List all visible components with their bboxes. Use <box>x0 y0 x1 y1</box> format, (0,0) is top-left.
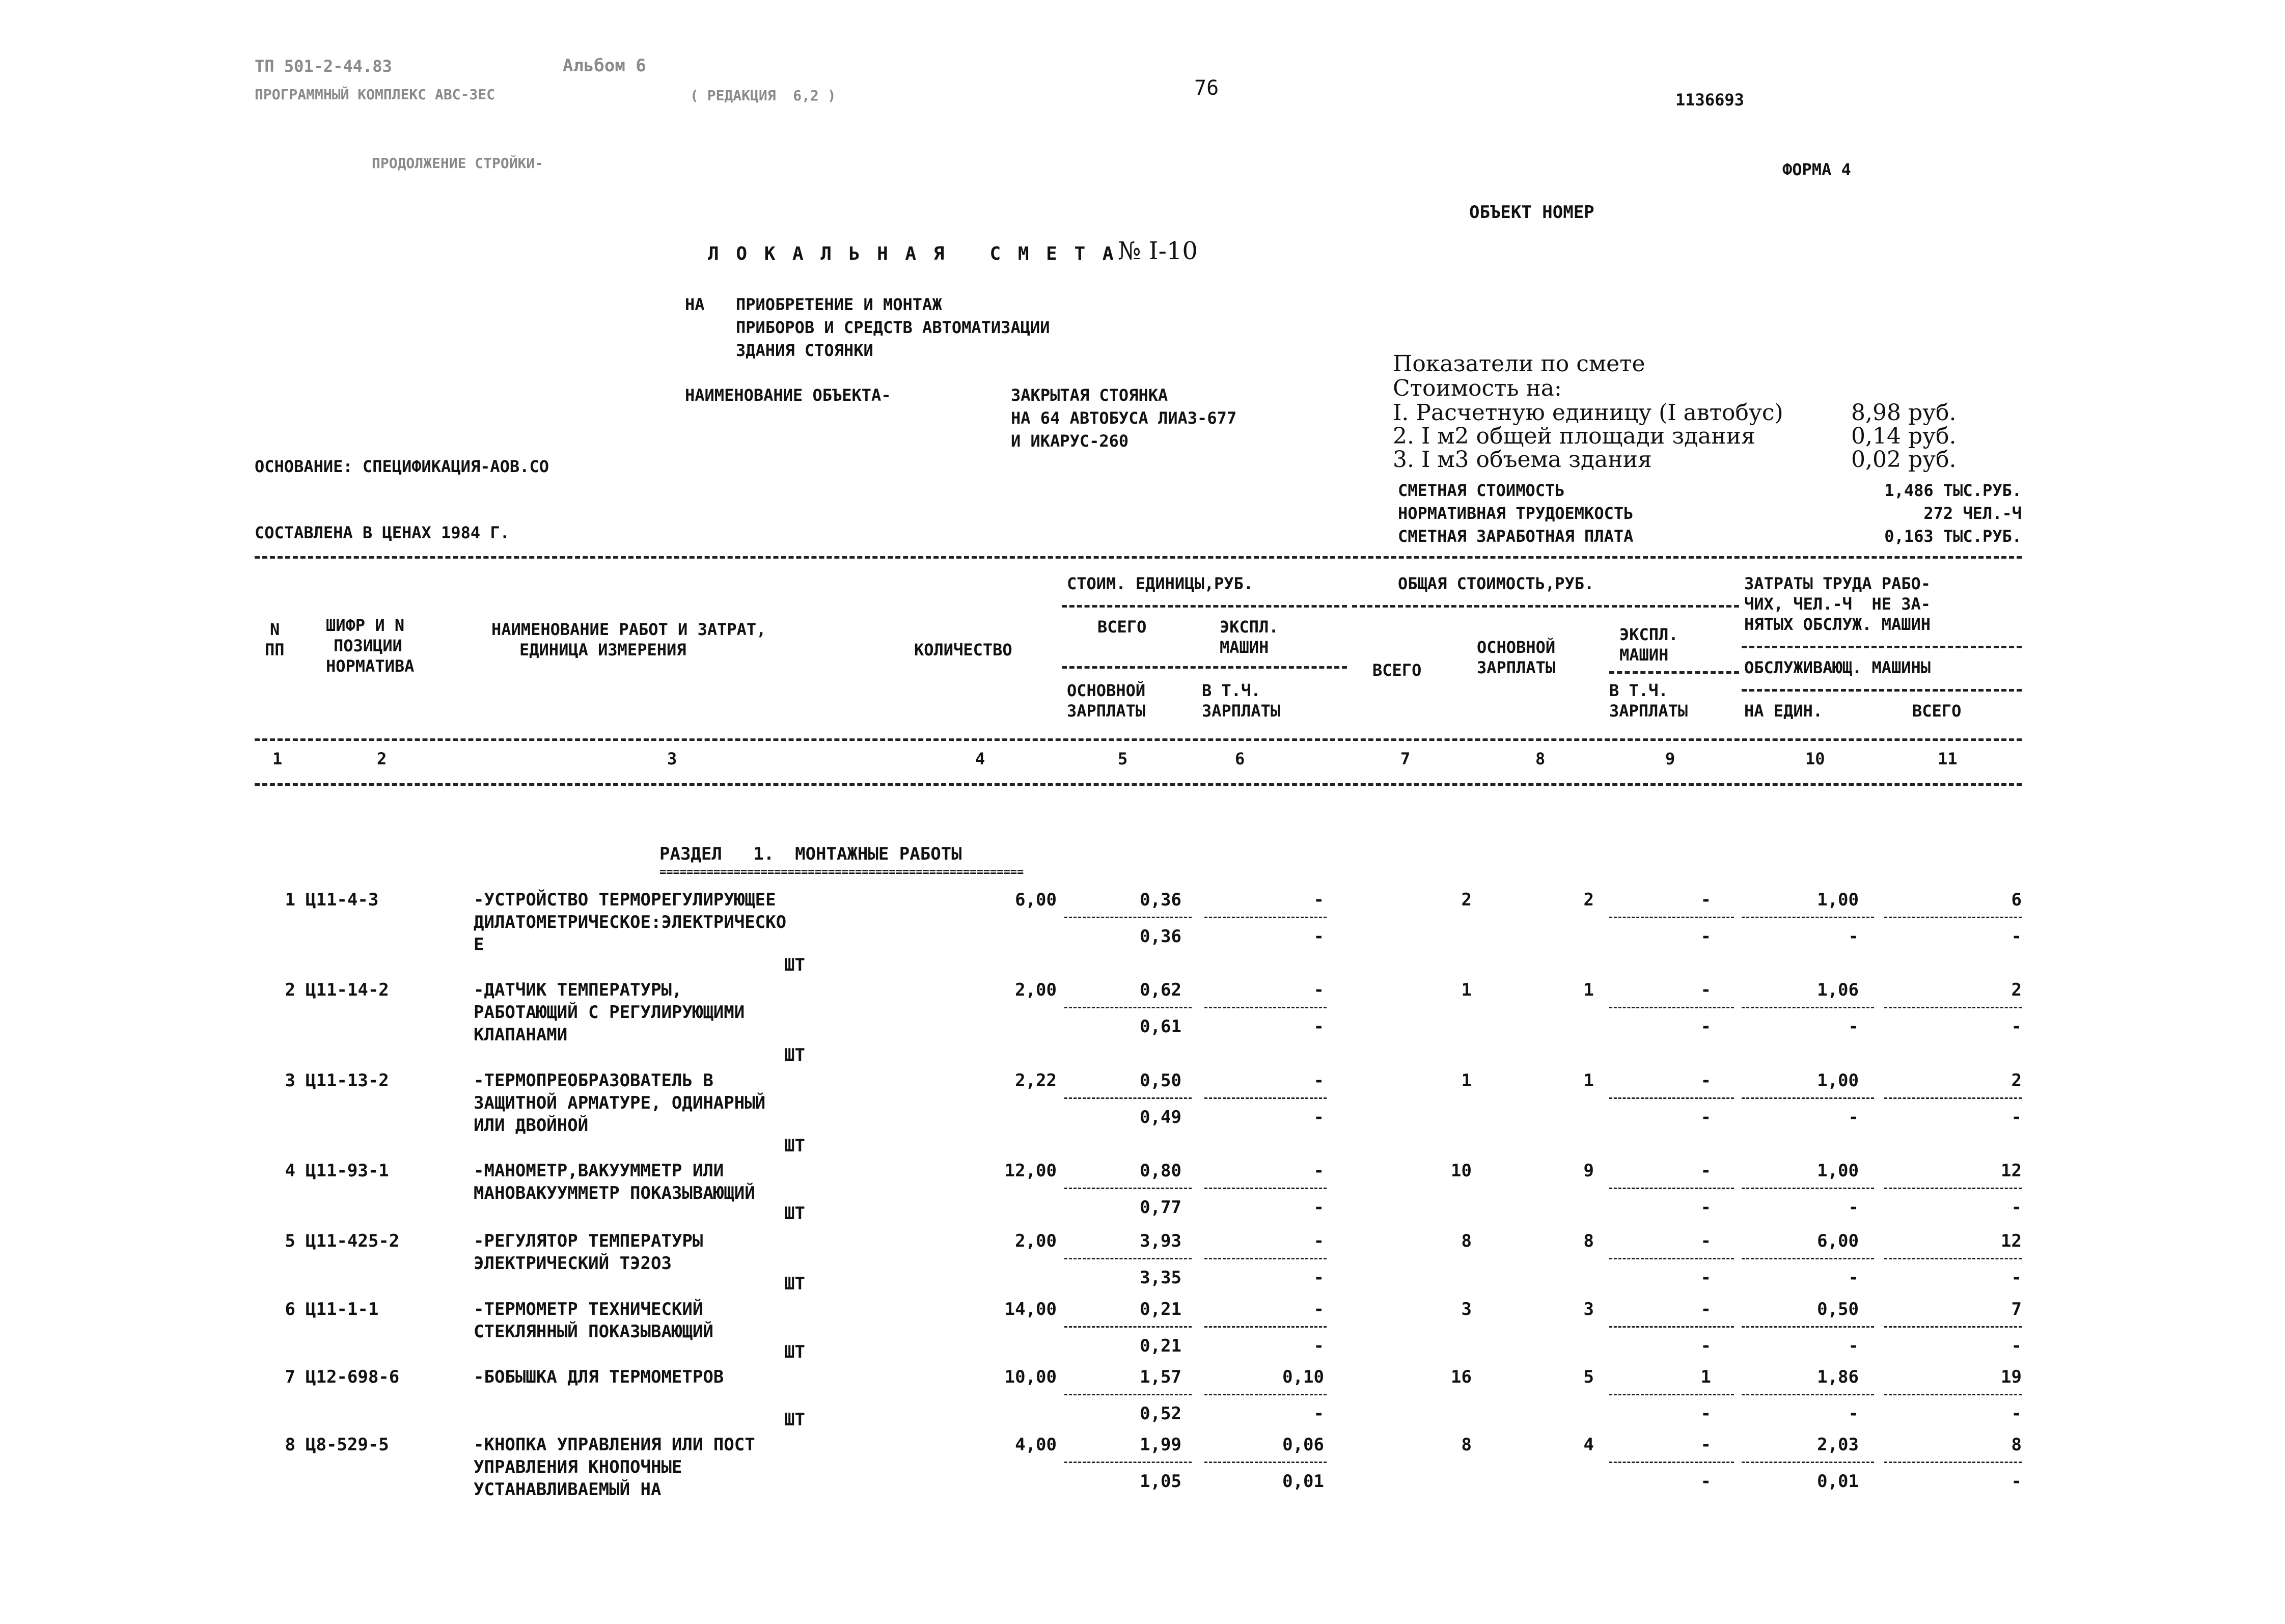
row-total-incl-wage: - <box>1700 1016 1711 1037</box>
row-unit-cost-incl-wage: 0,01 <box>1282 1471 1324 1492</box>
row-unit-cost-total: 0,50 <box>1140 1070 1181 1091</box>
row-total-wage: 3 <box>1583 1299 1594 1319</box>
row-labor-total-machines: - <box>2011 1336 2022 1356</box>
row-unit-cost-total: 0,80 <box>1140 1161 1181 1181</box>
row-code: Ц11-13-2 <box>306 1070 389 1091</box>
total-cost-header: ОБЩАЯ СТОИМОСТЬ,РУБ. <box>1398 574 1594 593</box>
summary-cost-label: СМЕТНАЯ СТОИМОСТЬ <box>1398 481 1565 500</box>
section-title: РАЗДЕЛ 1. МОНТАЖНЫЕ РАБОТЫ <box>659 844 962 864</box>
row-name-line: -УСТРОЙСТВО ТЕРМОРЕГУЛИРУЮЩЕЕ <box>474 890 776 910</box>
row-split-rule <box>1884 1258 2022 1259</box>
row-total-incl-wage: - <box>1700 1197 1711 1218</box>
col-number: 11 <box>1938 749 1958 768</box>
row-total-incl-wage: - <box>1700 1336 1711 1356</box>
uc-exp-header-1: ЭКСПЛ. <box>1220 617 1279 637</box>
row-unit: ШТ <box>784 1045 805 1065</box>
row-unit-cost-total: 0,21 <box>1140 1299 1181 1319</box>
row-labor-total-machines: - <box>2011 1403 2022 1424</box>
labor-total-header: ВСЕГО <box>1912 701 1962 721</box>
doc-code: 1136693 <box>1675 90 1744 109</box>
row-total-exploitation: - <box>1700 1070 1711 1091</box>
row-split-rule <box>1609 1394 1734 1395</box>
row-split-rule <box>1742 1097 1874 1099</box>
row-labor-unit: 2,03 <box>1817 1435 1859 1455</box>
row-code: Ц11-425-2 <box>306 1231 400 1251</box>
row-split-rule <box>1742 1394 1874 1395</box>
row-total-wage: 5 <box>1583 1367 1594 1387</box>
row-name-line: -ТЕРМОМЕТР ТЕХНИЧЕСКИЙ <box>474 1299 703 1319</box>
row-unit-cost-incl-wage: - <box>1313 1403 1324 1424</box>
indicator-row-2-value: 0,14 руб. <box>1851 423 1957 449</box>
row-labor-unit: 6,00 <box>1817 1231 1859 1251</box>
row-code: Ц12-698-6 <box>306 1367 400 1387</box>
row-unit-cost-incl-wage: - <box>1313 1197 1324 1218</box>
row-code: Ц8-529-5 <box>306 1435 389 1455</box>
labor-header-2: ЧИХ, ЧЕЛ.-Ч НЕ ЗА- <box>1744 594 1931 614</box>
row-unit: ШТ <box>784 955 805 975</box>
row-unit-cost-wage: 0,52 <box>1140 1403 1181 1424</box>
row-name-line: МАНОВАКУУММЕТР ПОКАЗЫВАЮЩИЙ <box>474 1183 755 1203</box>
object-label: НАИМЕНОВАНИЕ ОБЪЕКТА- <box>685 386 891 405</box>
row-number: 6 <box>285 1299 295 1319</box>
row-total-exploitation: - <box>1700 980 1711 1000</box>
row-name-line: ИЛИ ДВОЙНОЙ <box>474 1115 589 1136</box>
row-number: 2 <box>285 980 295 1000</box>
row-split-rule <box>1609 1188 1734 1189</box>
row-split-rule <box>1884 917 2022 918</box>
row-labor-unit-machines: - <box>1848 1016 1859 1037</box>
row-unit-cost-exploitation: - <box>1313 1299 1324 1319</box>
row-name-line: Е <box>474 934 484 955</box>
row-name-line: -ТЕРМОПРЕОБРАЗОВАТЕЛЬ В <box>474 1070 713 1091</box>
row-total-exploitation: - <box>1700 1231 1711 1251</box>
row-quantity: 12,00 <box>1004 1161 1057 1181</box>
row-split-rule <box>1064 1007 1192 1008</box>
summary-wage-label: СМЕТНАЯ ЗАРАБОТНАЯ ПЛАТА <box>1398 527 1634 546</box>
row-labor-unit-machines: - <box>1848 1336 1859 1356</box>
row-unit-cost-total: 3,93 <box>1140 1231 1181 1251</box>
row-total-incl-wage: - <box>1700 1107 1711 1127</box>
row-quantity: 6,00 <box>1015 890 1057 910</box>
row-name-line: ЗАЩИТНОЙ АРМАТУРЕ, ОДИНАРНЫЙ <box>474 1093 766 1113</box>
edition-label: ( РЕДАКЦИЯ 6,2 ) <box>690 87 836 104</box>
row-split-rule <box>1609 1462 1734 1463</box>
row-total-cost: 3 <box>1461 1299 1472 1319</box>
row-unit-cost-wage: 0,36 <box>1140 926 1181 947</box>
uc-incl-header-1: В Т.Ч. <box>1202 681 1261 700</box>
summary-wage-value: 0,163 ТЫС.РУБ. <box>1884 527 2022 546</box>
summary-cost-value: 1,486 ТЫС.РУБ. <box>1884 481 2022 500</box>
continuation-label: ПРОДОЛЖЕНИЕ СТРОЙКИ- <box>372 155 544 172</box>
row-split-rule <box>1742 1007 1874 1008</box>
row-labor-total: 12 <box>2001 1161 2022 1181</box>
estimate-title: Л О К А Л Ь Н А Я С М Е Т А <box>708 243 1117 264</box>
tc-wage-header-2: ЗАРПЛАТЫ <box>1477 658 1556 677</box>
row-unit: ШТ <box>784 1410 805 1430</box>
row-split-rule <box>1884 1394 2022 1395</box>
row-labor-unit: 1,86 <box>1817 1367 1859 1387</box>
row-quantity: 10,00 <box>1004 1367 1057 1387</box>
row-unit-cost-incl-wage: - <box>1313 1268 1324 1288</box>
labor-unit-header: НА ЕДИН. <box>1744 701 1823 721</box>
row-unit-cost-exploitation: - <box>1313 1231 1324 1251</box>
row-number: 3 <box>285 1070 295 1091</box>
row-split-rule <box>1742 1188 1874 1189</box>
section-underline: ====================================================== <box>659 866 1024 878</box>
album-label: Альбом 6 <box>563 56 646 76</box>
indicator-row-3-value: 0,02 руб. <box>1851 447 1957 473</box>
tc-incl-header-1: В Т.Ч. <box>1609 681 1668 700</box>
col-number: 5 <box>1118 749 1128 768</box>
work-line-2: ПРИБОРОВ И СРЕДСТВ АВТОМАТИЗАЦИИ <box>736 318 1050 337</box>
row-number: 7 <box>285 1367 295 1387</box>
row-name-line: СТЕКЛЯННЫЙ ПОКАЗЫВАЮЩИЙ <box>474 1322 713 1342</box>
col-number: 2 <box>377 749 387 768</box>
row-labor-total-machines: - <box>2011 1268 2022 1288</box>
unit-cost-header: СТОИМ. ЕДИНИЦЫ,РУБ. <box>1067 574 1254 593</box>
row-split-rule <box>1609 1007 1734 1008</box>
row-total-wage: 8 <box>1583 1231 1594 1251</box>
work-line-3: ЗДАНИЯ СТОЯНКИ <box>736 341 873 360</box>
basis-label: ОСНОВАНИЕ: СПЕЦИФИКАЦИЯ-АОВ.СО <box>255 457 549 476</box>
row-unit-cost-wage: 0,61 <box>1140 1016 1181 1037</box>
col-number: 4 <box>975 749 985 768</box>
row-labor-unit-machines: 0,01 <box>1817 1471 1859 1492</box>
row-labor-unit: 1,00 <box>1817 890 1859 910</box>
row-split-rule <box>1064 1188 1192 1189</box>
unit-cost-rule <box>1062 605 1347 608</box>
row-unit-cost-wage: 3,35 <box>1140 1268 1181 1288</box>
object-line-3: И ИКАРУС-260 <box>1011 431 1129 451</box>
row-unit-cost-incl-wage: - <box>1313 1107 1324 1127</box>
row-total-exploitation: 1 <box>1700 1367 1711 1387</box>
row-unit-cost-wage: 1,05 <box>1140 1471 1181 1492</box>
row-unit-cost-exploitation: 0,06 <box>1282 1435 1324 1455</box>
row-split-rule <box>1204 1462 1327 1463</box>
row-name-line: -РЕГУЛЯТОР ТЕМПЕРАТУРЫ <box>474 1231 703 1251</box>
row-total-cost: 16 <box>1451 1367 1472 1387</box>
row-labor-total: 2 <box>2011 980 2022 1000</box>
col1-header-2: ПП <box>265 640 285 659</box>
unit-cost-rule-2 <box>1062 666 1347 669</box>
row-number: 5 <box>285 1231 295 1251</box>
col-number: 1 <box>272 749 283 768</box>
uc-exp-header-2: МАШИН <box>1220 638 1269 657</box>
row-split-rule <box>1884 1188 2022 1189</box>
estimate-number: № I-10 <box>1118 237 1198 265</box>
uc-wage-header-2: ЗАРПЛАТЫ <box>1067 701 1146 721</box>
summary-labor-value: 272 ЧЕЛ.-Ч <box>1923 504 2022 523</box>
row-unit-cost-exploitation: - <box>1313 890 1324 910</box>
row-name-line: -КНОПКА УПРАВЛЕНИЯ ИЛИ ПОСТ <box>474 1435 755 1455</box>
row-labor-unit-machines: - <box>1848 1268 1859 1288</box>
row-labor-total: 12 <box>2001 1231 2022 1251</box>
row-split-rule <box>1742 1462 1874 1463</box>
row-name-line: -БОБЫШКА ДЛЯ ТЕРМОМЕТРОВ <box>474 1367 724 1387</box>
row-split-rule <box>1742 917 1874 918</box>
row-number: 4 <box>285 1161 295 1181</box>
row-labor-unit: 0,50 <box>1817 1299 1859 1319</box>
row-unit-cost-total: 1,57 <box>1140 1367 1181 1387</box>
row-split-rule <box>1064 1394 1192 1395</box>
col-number: 10 <box>1805 749 1825 768</box>
row-split-rule <box>1204 1188 1327 1189</box>
uc-wage-header-1: ОСНОВНОЙ <box>1067 681 1146 700</box>
col2-header-1: ШИФР И N <box>326 616 405 635</box>
row-split-rule <box>1884 1097 2022 1099</box>
tc-wage-header-1: ОСНОВНОЙ <box>1477 638 1556 657</box>
row-name-line: УПРАВЛЕНИЯ КНОПОЧНЫЕ <box>474 1457 682 1477</box>
row-name-line: ЭЛЕКТРИЧЕСКИЙ ТЭ2ОЗ <box>474 1253 672 1274</box>
row-total-cost: 2 <box>1461 890 1472 910</box>
row-code: Ц11-14-2 <box>306 980 389 1000</box>
row-split-rule <box>1609 1326 1734 1328</box>
row-total-exploitation: - <box>1700 1161 1711 1181</box>
labor-rule-2 <box>1742 689 2022 692</box>
row-unit-cost-wage: 0,77 <box>1140 1197 1181 1218</box>
row-split-rule <box>1742 1258 1874 1259</box>
row-quantity: 2,22 <box>1015 1070 1057 1091</box>
row-unit-cost-wage: 0,21 <box>1140 1336 1181 1356</box>
labor-header-3: НЯТЫХ ОБСЛУЖ. МАШИН <box>1744 615 1931 634</box>
summary-labor-label: НОРМАТИВНАЯ ТРУДОЕМКОСТЬ <box>1398 504 1634 523</box>
row-split-rule <box>1204 1097 1327 1099</box>
row-labor-unit: 1,00 <box>1817 1161 1859 1181</box>
row-total-exploitation: - <box>1700 1435 1711 1455</box>
row-unit-cost-exploitation: 0,10 <box>1282 1367 1324 1387</box>
row-unit-cost-total: 0,62 <box>1140 980 1181 1000</box>
col-number: 7 <box>1400 749 1411 768</box>
row-unit: ШТ <box>784 1274 805 1294</box>
row-code: Ц11-93-1 <box>306 1161 389 1181</box>
row-split-rule <box>1609 1097 1734 1099</box>
uc-incl-header-2: ЗАРПЛАТЫ <box>1202 701 1281 721</box>
row-total-wage: 2 <box>1583 890 1594 910</box>
row-labor-total: 2 <box>2011 1070 2022 1091</box>
compiled-label: СОСТАВЛЕНА В ЦЕНАХ 1984 Г. <box>255 523 510 542</box>
row-name-line: РАБОТАЮЩИЙ С РЕГУЛИРУЮЩИМИ <box>474 1002 745 1023</box>
row-split-rule <box>1064 1326 1192 1328</box>
row-split-rule <box>1204 1007 1327 1008</box>
row-split-rule <box>1609 1258 1734 1259</box>
indicators-title: Показатели по смете <box>1393 351 1645 377</box>
row-split-rule <box>1064 1258 1192 1259</box>
labor-sub-header: ОБСЛУЖИВАЮЩ. МАШИНЫ <box>1744 658 1931 677</box>
col-number: 9 <box>1665 749 1675 768</box>
col3-header-1: НАИМЕНОВАНИЕ РАБОТ И ЗАТРАТ, <box>491 620 766 639</box>
row-total-cost: 10 <box>1451 1161 1472 1181</box>
row-split-rule <box>1609 917 1734 918</box>
header-top-rule <box>255 556 2022 559</box>
row-unit: ШТ <box>784 1136 805 1156</box>
col2-header-2: ПОЗИЦИИ <box>334 636 402 655</box>
row-split-rule <box>1884 1007 2022 1008</box>
col4-header: КОЛИЧЕСТВО <box>914 640 1012 659</box>
object-line-2: НА 64 АВТОБУСА ЛИАЗ-677 <box>1011 408 1237 428</box>
row-total-wage: 1 <box>1583 1070 1594 1091</box>
col-number: 3 <box>667 749 677 768</box>
row-quantity: 4,00 <box>1015 1435 1057 1455</box>
row-split-rule <box>1064 1462 1192 1463</box>
row-split-rule <box>1064 917 1192 918</box>
object-line-1: ЗАКРЫТАЯ СТОЯНКА <box>1011 386 1168 405</box>
row-total-cost: 1 <box>1461 1070 1472 1091</box>
row-labor-unit-machines: - <box>1848 1107 1859 1127</box>
indicators-cost-per: Стоимость на: <box>1393 375 1562 401</box>
row-labor-total-machines: - <box>2011 926 2022 947</box>
row-quantity: 14,00 <box>1004 1299 1057 1319</box>
header-mid-rule <box>255 738 2022 741</box>
object-number: ОБЪЕКТ НОМЕР <box>1469 202 1594 223</box>
row-labor-total: 7 <box>2011 1299 2022 1319</box>
header-bottom-rule <box>255 783 2022 786</box>
row-unit-cost-total: 0,36 <box>1140 890 1181 910</box>
row-labor-unit: 1,06 <box>1817 980 1859 1000</box>
work-prefix: НА <box>685 295 705 314</box>
row-split-rule <box>1204 917 1327 918</box>
row-unit-cost-exploitation: - <box>1313 980 1324 1000</box>
row-total-incl-wage: - <box>1700 1403 1711 1424</box>
row-labor-total: 19 <box>2001 1367 2022 1387</box>
row-labor-unit-machines: - <box>1848 1403 1859 1424</box>
row-unit-cost-incl-wage: - <box>1313 1016 1324 1037</box>
col-number: 6 <box>1235 749 1245 768</box>
row-split-rule <box>1064 1097 1192 1099</box>
row-labor-total: 6 <box>2011 890 2022 910</box>
row-unit: ШТ <box>784 1342 805 1362</box>
row-total-incl-wage: - <box>1700 926 1711 947</box>
row-unit-cost-exploitation: - <box>1313 1070 1324 1091</box>
row-name-line: КЛАПАНАМИ <box>474 1025 568 1045</box>
row-quantity: 2,00 <box>1015 1231 1057 1251</box>
row-code: Ц11-1-1 <box>306 1299 379 1319</box>
row-split-rule <box>1884 1326 2022 1328</box>
col-number: 8 <box>1535 749 1546 768</box>
row-labor-unit-machines: - <box>1848 926 1859 947</box>
row-total-exploitation: - <box>1700 1299 1711 1319</box>
row-name-line: -МАНОМЕТР,ВАКУУММЕТР ИЛИ <box>474 1161 724 1181</box>
row-unit-cost-incl-wage: - <box>1313 1336 1324 1356</box>
row-total-cost: 8 <box>1461 1231 1472 1251</box>
row-split-rule <box>1204 1326 1327 1328</box>
labor-rule <box>1742 646 2022 648</box>
tc-total-header: ВСЕГО <box>1372 660 1422 680</box>
row-split-rule <box>1204 1394 1327 1395</box>
row-number: 8 <box>285 1435 295 1455</box>
row-labor-unit: 1,00 <box>1817 1070 1859 1091</box>
tc-incl-header-2: ЗАРПЛАТЫ <box>1609 701 1688 721</box>
row-split-rule <box>1742 1326 1874 1328</box>
top-reference: ТП 501-2-44.83 <box>255 57 392 76</box>
work-line-1: ПРИОБРЕТЕНИЕ И МОНТАЖ <box>736 295 942 314</box>
row-labor-total-machines: - <box>2011 1016 2022 1037</box>
row-total-exploitation: - <box>1700 890 1711 910</box>
row-total-wage: 4 <box>1583 1435 1594 1455</box>
row-name-line: -ДАТЧИК ТЕМПЕРАТУРЫ, <box>474 980 682 1000</box>
row-labor-unit-machines: - <box>1848 1197 1859 1218</box>
row-total-cost: 1 <box>1461 980 1472 1000</box>
row-total-cost: 8 <box>1461 1435 1472 1455</box>
row-labor-total-machines: - <box>2011 1471 2022 1492</box>
labor-header-1: ЗАТРАТЫ ТРУДА РАБО- <box>1744 574 1931 593</box>
row-total-wage: 9 <box>1583 1161 1594 1181</box>
indicator-row-2-label: 2. I м2 общей площади здания <box>1393 423 1755 449</box>
row-labor-total-machines: - <box>2011 1197 2022 1218</box>
uc-total-header: ВСЕГО <box>1097 617 1147 637</box>
indicator-row-3-label: 3. I м3 объема здания <box>1393 447 1652 473</box>
indicator-row-1-label: I. Расчетную единицу (I автобус) <box>1393 400 1783 426</box>
row-total-incl-wage: - <box>1700 1471 1711 1492</box>
program-label: ПРОГРАММНЫЙ КОМПЛЕКС АВС-3ЕС <box>255 86 495 103</box>
form-label: ФОРМА 4 <box>1782 160 1851 179</box>
row-unit-cost-exploitation: - <box>1313 1161 1324 1181</box>
row-code: Ц11-4-3 <box>306 890 379 910</box>
tc-exp-rule <box>1609 671 1739 674</box>
total-cost-rule <box>1352 605 1739 608</box>
row-labor-total-machines: - <box>2011 1107 2022 1127</box>
row-total-wage: 1 <box>1583 980 1594 1000</box>
page-number: 76 <box>1194 76 1219 100</box>
row-labor-total: 8 <box>2011 1435 2022 1455</box>
row-unit-cost-incl-wage: - <box>1313 926 1324 947</box>
tc-exp-header-1: ЭКСПЛ. <box>1619 625 1678 644</box>
row-name-line: УСТАНАВЛИВАЕМЫЙ НА <box>474 1479 662 1500</box>
row-unit: ШТ <box>784 1203 805 1224</box>
col1-header-1: N <box>270 620 280 639</box>
col2-header-3: НОРМАТИВА <box>326 656 415 676</box>
row-number: 1 <box>285 890 295 910</box>
row-split-rule <box>1884 1462 2022 1463</box>
col3-header-2: ЕДИНИЦА ИЗМЕРЕНИЯ <box>519 640 686 659</box>
row-total-incl-wage: - <box>1700 1268 1711 1288</box>
indicator-row-1-value: 8,98 руб. <box>1851 400 1957 426</box>
row-unit-cost-wage: 0,49 <box>1140 1107 1181 1127</box>
row-unit-cost-total: 1,99 <box>1140 1435 1181 1455</box>
row-split-rule <box>1204 1258 1327 1259</box>
tc-exp-header-2: МАШИН <box>1619 645 1669 665</box>
row-name-line: ДИЛАТОМЕТРИЧЕСКОЕ:ЭЛЕКТРИЧЕСКО <box>474 912 787 932</box>
row-quantity: 2,00 <box>1015 980 1057 1000</box>
